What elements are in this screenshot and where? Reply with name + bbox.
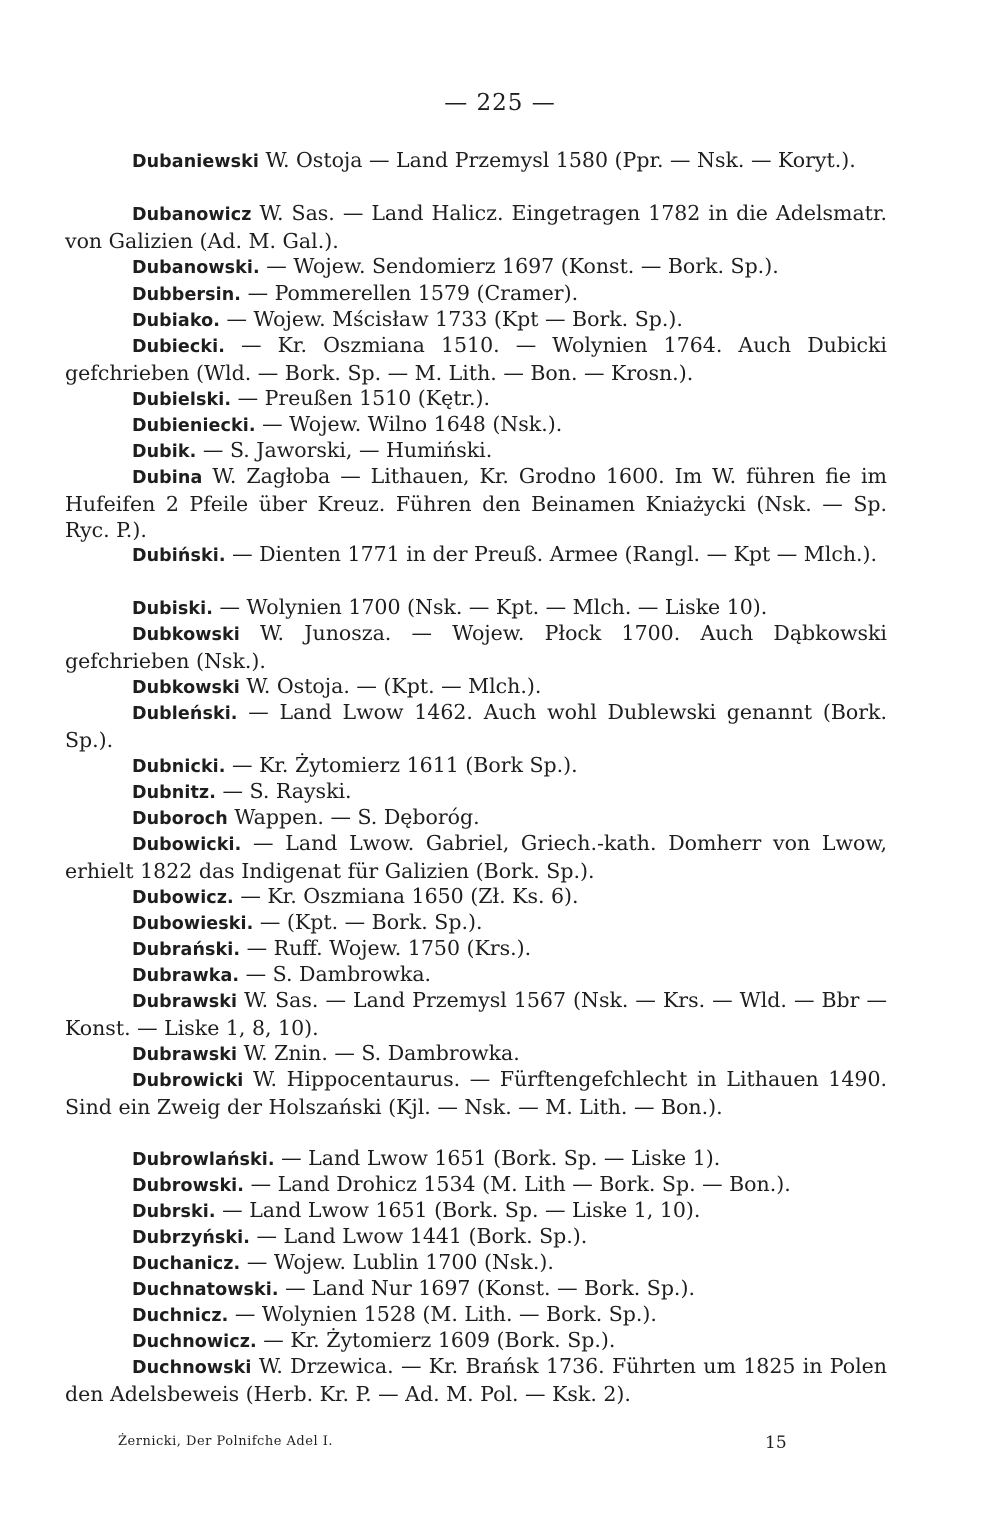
entry-headword: Dubrawka.: [132, 966, 240, 986]
entry-text: — Dienten 1771 in der Preuß. Armee (Rangl. — Kpt — Mlch.).: [225, 542, 878, 566]
entry-headword: Dubina: [132, 468, 203, 488]
entry: [65, 385, 887, 413]
entry: [65, 1040, 887, 1068]
entry-headword: Dubrawski: [132, 992, 238, 1012]
entry-headword: Dubrowicki: [132, 1071, 244, 1091]
entry-text: — Wojew. Wilno 1648 (Nsk.).: [255, 412, 563, 436]
footer-sheet-number: 15: [765, 1433, 787, 1453]
entry-text: — Kr. Żytomierz 1611 (Bork Sp.).: [225, 753, 578, 777]
entry-text: — Land Lwow 1462. Auch wohl Dublewski genannt (Bork. Sp.).: [65, 700, 887, 753]
entry-headword: Dubielski.: [132, 390, 232, 410]
entry: [65, 1275, 887, 1303]
entry-headword: Dubiako.: [132, 311, 220, 331]
entry-text: — Preußen 1510 (Kętr.).: [231, 386, 491, 410]
entry-headword: Dubbersin.: [132, 285, 242, 305]
entry-text: W. Ostoja. — (Kpt. — Mlch.).: [239, 674, 542, 698]
entry-text: — S. Rayski.: [215, 779, 352, 803]
entry-text: — Ruff. Wojew. 1750 (Krs.).: [240, 936, 532, 960]
entry-headword: Dubrzyński.: [132, 1228, 250, 1248]
entry-headword: Dubnicki.: [132, 757, 226, 777]
entry: [65, 909, 887, 937]
entry: [65, 830, 887, 884]
entry-text: — Land Lwow 1651 (Bork. Sp. — Liske 1).: [274, 1146, 721, 1170]
entry: [65, 883, 887, 911]
entry: [65, 1301, 887, 1329]
entry-text: — Land Lwow 1441 (Bork. Sp.).: [250, 1224, 588, 1248]
entry: [65, 673, 887, 701]
entry-headword: Dubieniecki.: [132, 416, 256, 436]
entry-headword: Dubleński.: [132, 704, 238, 724]
entry-text: W. Ostoja — Land Przemysl 1580 (Ppr. — Nsk. — Koryt.).: [258, 148, 856, 172]
entry: [65, 804, 887, 832]
entry-headword: Dubrański.: [132, 940, 241, 960]
entry-text: Wappen. — S. Dęboróg.: [227, 805, 480, 829]
entry: [65, 620, 887, 674]
entry-headword: Dubik.: [132, 442, 197, 462]
entry-text: — Land Lwow 1651 (Bork. Sp. — Liske 1, 10).: [215, 1198, 701, 1222]
entry-headword: Dubaniewski: [132, 152, 259, 172]
entry-text: — Land Nur 1697 (Konst. — Bork. Sp.).: [278, 1276, 695, 1300]
entry-text: — S. Jaworski, — Humiński.: [196, 438, 493, 462]
entry-headword: Duchnowicz.: [132, 1332, 257, 1352]
entry: [65, 1327, 887, 1355]
entry: [65, 1223, 887, 1251]
entry: [65, 541, 887, 569]
entry-headword: Duchnicz.: [132, 1306, 229, 1326]
entry-headword: Dubiński.: [132, 546, 226, 566]
entry: [65, 778, 887, 806]
entry: [65, 200, 887, 254]
entry-headword: Dubkowski: [132, 678, 240, 698]
entry-text: — Kr. Oszmiana 1510. — Wolynien 1764. Auch Dubicki gefchrieben (Wld. — Bork. Sp. — M. Lith. — Bon. — Krosn.).: [65, 333, 887, 386]
entry: [65, 1066, 887, 1120]
entry-headword: Dubrowlański.: [132, 1150, 275, 1170]
entry: [65, 987, 887, 1041]
entry-headword: Dubowicki.: [132, 835, 242, 855]
entry-text: — Kr. Oszmiana 1650 (Zł. Ks. 6).: [233, 884, 579, 908]
entry: [65, 1249, 887, 1277]
entry: [65, 280, 887, 308]
entry-headword: Duchnowski: [132, 1358, 252, 1378]
entry: [65, 411, 887, 439]
entry-headword: Duchanicz.: [132, 1254, 241, 1274]
entry: [65, 594, 887, 622]
entry-text: W. Zagłoba — Lithauen, Kr. Grodno 1600. Im W. führen fie im Hufeifen 2 Pfeile über Kreuz. Führen den Beinamen Kniażycki (Nsk. — Sp. Ryc. P.).: [65, 464, 887, 543]
entry: [65, 961, 887, 989]
entry: [65, 463, 887, 544]
entry-text: W. Sas. — Land Halicz. Eingetragen 1782 in die Adelsmatr. von Galizien (Ad. M. Gal.).: [65, 201, 887, 254]
entry-headword: Dubowieski.: [132, 914, 254, 934]
entry-headword: Duboroch: [132, 809, 228, 829]
entry: [65, 752, 887, 780]
page-number: — 225 —: [444, 90, 556, 116]
entry: [65, 253, 887, 281]
footer-signature: Żernicki, Der Polnifche Adel I.: [118, 1434, 334, 1449]
entry-text: W. Hippocentaurus. — Fürftengefchlecht in Lithauen 1490. Sind ein Zweig der Holszański (Kjl. — Nsk. — M. Lith. — Bon.).: [65, 1067, 887, 1120]
entry-text: W. Znin. — S. Dambrowka.: [237, 1041, 520, 1065]
entry-headword: Dubrowski.: [132, 1176, 245, 1196]
entry-headword: Dubkowski: [132, 625, 240, 645]
entry-text: — Wojew. Lublin 1700 (Nsk.).: [240, 1250, 554, 1274]
entry: [65, 699, 887, 753]
entry-headword: Dubanowski.: [132, 258, 260, 278]
entry-text: — Wolynien 1700 (Nsk. — Kpt. — Mlch. — Liske 10).: [213, 595, 768, 619]
entry-headword: Dubiski.: [132, 599, 214, 619]
entry: [65, 1197, 887, 1225]
entry-headword: Duchnatowski.: [132, 1280, 279, 1300]
entry-text: W. Sas. — Land Przemysl 1567 (Nsk. — Krs. — Wld. — Bbr — Konst. — Liske 1, 8, 10).: [65, 988, 887, 1041]
entry-text: — Land Drohicz 1534 (M. Lith — Bork. Sp. — Bon.).: [244, 1172, 791, 1196]
entry-headword: Dubiecki.: [132, 337, 225, 357]
entry-text: W. Junosza. — Wojew. Płock 1700. Auch Dąbkowski gefchrieben (Nsk.).: [65, 621, 887, 674]
entry-text: — Wolynien 1528 (M. Lith. — Bork. Sp.).: [228, 1302, 657, 1326]
entry-text: — Kr. Żytomierz 1609 (Bork. Sp.).: [256, 1328, 616, 1352]
entry-text: — Wojew. Sendomierz 1697 (Konst. — Bork. Sp.).: [259, 254, 779, 278]
entry: [65, 1171, 887, 1199]
entry-text: W. Drzewica. — Kr. Brańsk 1736. Führten um 1825 in Polen den Adelsbeweis (Herb. Kr. P. — Ad. M. Pol. — Ksk. 2).: [65, 1354, 887, 1407]
entry-text: — Pommerellen 1579 (Cramer).: [241, 281, 579, 305]
entry: [65, 147, 887, 175]
entry-text: — Land Lwow. Gabriel, Griech.-kath. Domherr von Lwow, erhielt 1822 das Indigenat für Galizien (Bork. Sp.).: [65, 831, 887, 884]
entry: [65, 306, 887, 334]
entry: [65, 935, 887, 963]
entry-headword: Dubrawski: [132, 1045, 238, 1065]
entry: [65, 1353, 887, 1407]
entry-text: — S. Dambrowka.: [239, 962, 432, 986]
entry: [65, 332, 887, 386]
entry-headword: Dubnitz.: [132, 783, 216, 803]
entry: [65, 1145, 887, 1173]
entry-headword: Dubanowicz: [132, 205, 252, 225]
entry-headword: Dubrski.: [132, 1202, 216, 1222]
entry-text: — Wojew. Mścisław 1733 (Kpt — Bork. Sp.).: [219, 307, 683, 331]
entry-headword: Dubowicz.: [132, 888, 234, 908]
entry-text: — (Kpt. — Bork. Sp.).: [253, 910, 483, 934]
entry: [65, 437, 887, 465]
